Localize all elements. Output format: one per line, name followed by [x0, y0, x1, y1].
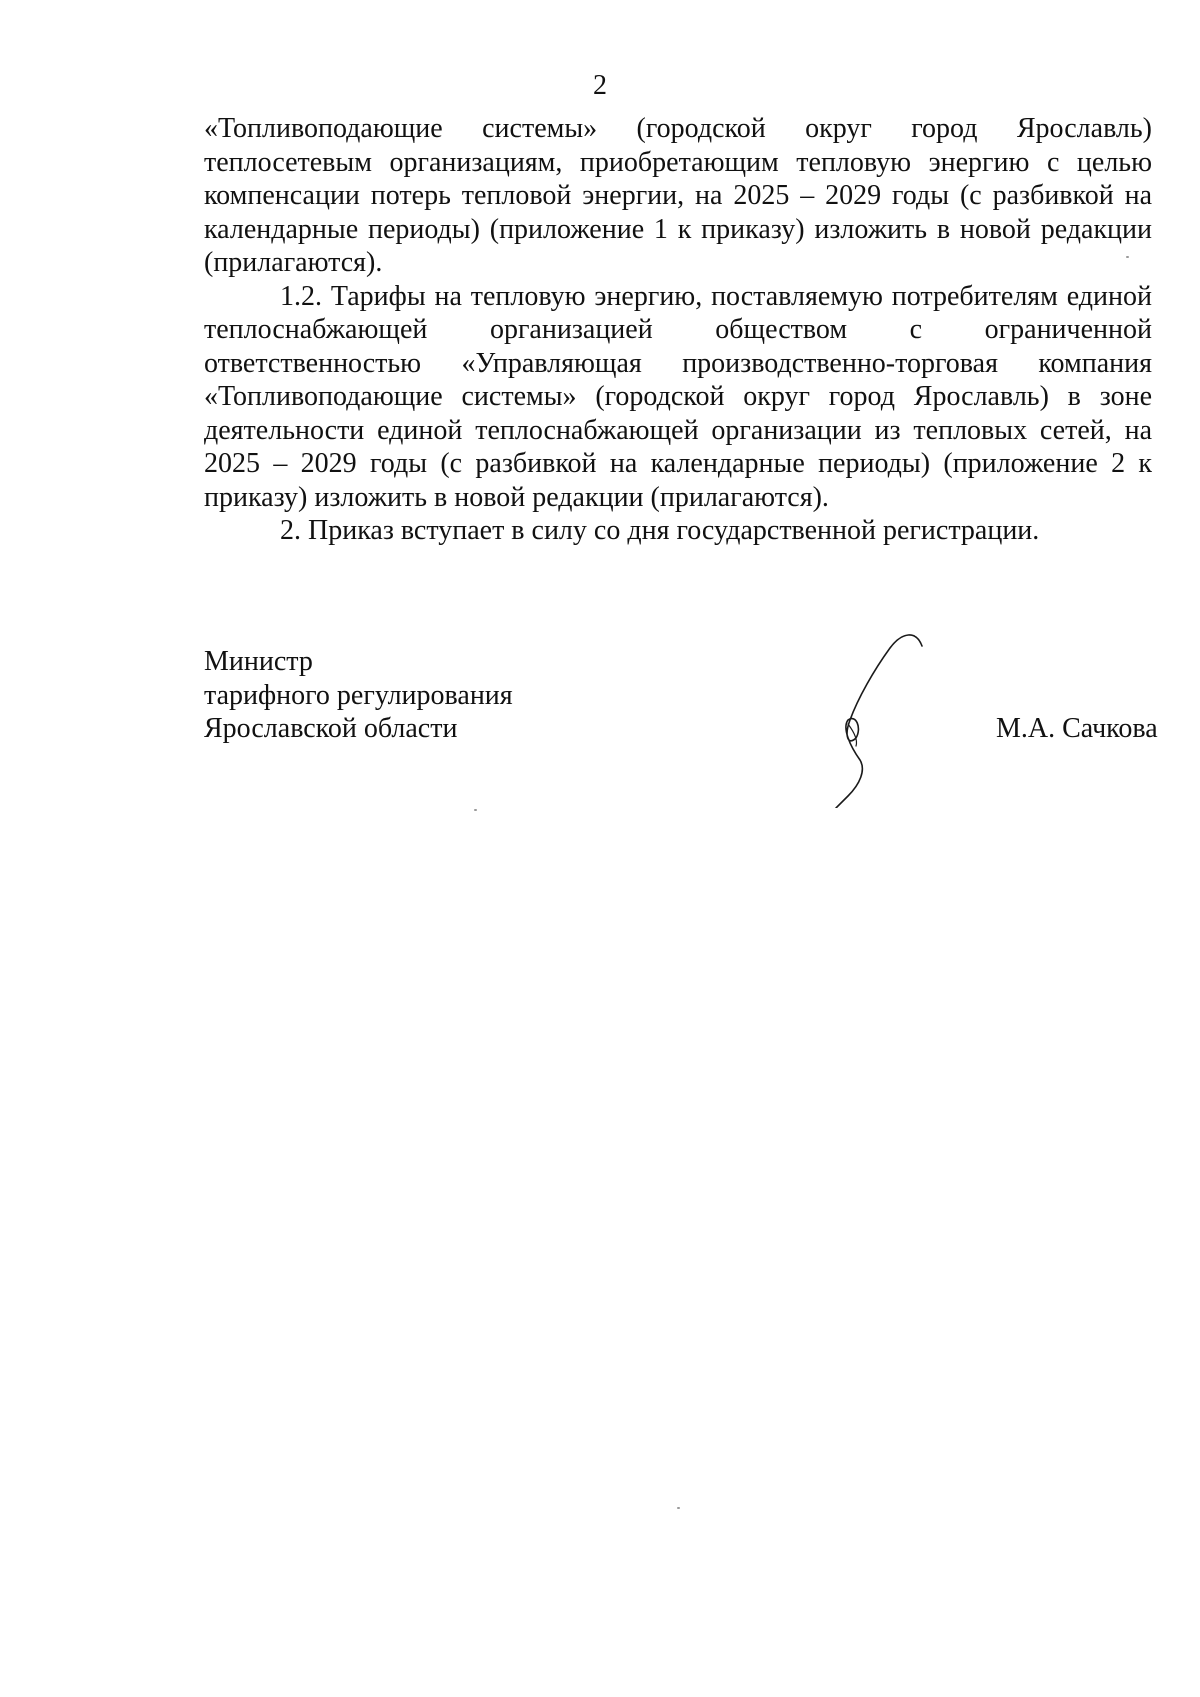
signatory-title-line-3: Ярославской области	[204, 713, 458, 744]
paragraph-item-1-2: 1.2. Тарифы на тепловую энергию, поставляемую потребителям единой теплоснабжающей организацией обществом с ограниченной ответственностью «Управляющая производственно-торговая компания «Топливоподающие системы» (городской округ город Ярославль) в зоне деятельности единой теплоснабжающей организации из тепловых сетей, на 2025 – 2029 годы (с разбивкой на календарные периоды) (приложение 2 к приказу) изложить в новой редакции (прилагаются).	[204, 280, 1152, 513]
paragraph-item-2: 2. Приказ вступает в силу со дня государственной регистрации.	[280, 515, 1040, 546]
scan-speck	[677, 1507, 680, 1509]
handwritten-signature	[820, 628, 930, 808]
scan-speck	[474, 809, 477, 811]
signatory-title-line-1: Министр	[204, 646, 313, 677]
signatory-title-block	[204, 645, 513, 746]
paragraph-continuation: «Топливоподающие системы» (городской округ город Ярославль) теплосетевым организациям, приобретающим тепловую энергию с целью компенсации потерь тепловой энергии, на 2025 – 2029 годы (с разбивкой на календарные периоды) (приложение 1 к приказу) изложить в новой редакции (прилагаются).	[204, 113, 1152, 278]
signatory-title-line-2: тарифного регулирования	[204, 679, 513, 711]
page-number: 2	[593, 70, 607, 101]
scan-speck	[1126, 256, 1129, 258]
document-body	[204, 112, 1152, 548]
signatory-name: М.А. Сачкова	[996, 713, 1158, 744]
